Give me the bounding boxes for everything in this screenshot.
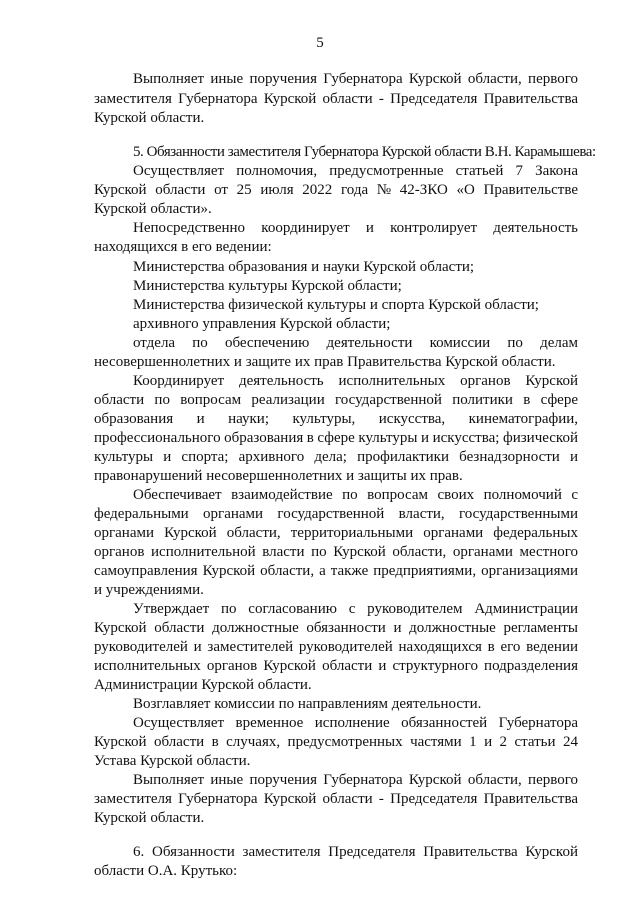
paragraph-line: Координирует деятельность исполнительных органов Курской	[133, 373, 578, 389]
paragraph-line: Администрации Курской области.	[94, 677, 312, 693]
paragraph-line: Курской области.	[94, 110, 205, 126]
list-item: отдела по обеспечению деятельности комиссии по делам	[133, 335, 578, 351]
paragraph-line: самоуправления Курской области, а также предприятиями, организациями	[94, 563, 578, 579]
paragraph-line: органами Курской области, территориальными органами федеральных	[94, 525, 578, 541]
paragraph-line: Курской области должностные обязанности и должностные регламенты	[94, 620, 578, 636]
paragraph-line: органов исполнительной власти по Курской области, органами местного	[94, 544, 578, 560]
paragraph-line: Курской области от 25 июля 2022 года № 42-ЗКО «О Правительстве	[94, 182, 578, 198]
paragraph-line: и учреждениями.	[94, 582, 204, 598]
paragraph-line: заместителя Губернатора Курской области - Председателя Правительства	[94, 791, 578, 807]
list-item: архивного управления Курской области;	[133, 316, 391, 332]
paragraph-line: культуры и спорта; архивного дела; профилактики безнадзорности и	[94, 449, 578, 465]
paragraph-line: Утверждает по согласованию с руководителем Администрации	[133, 601, 578, 617]
paragraph-line: руководителей и заместителей руководителей находящихся в его ведении	[94, 639, 578, 655]
paragraph-line: области по вопросам реализации государственной политики в сфере	[94, 392, 578, 408]
section-heading: 6. Обязанности заместителя Председателя Правительства Курской	[133, 844, 578, 860]
list-item: Министерства культуры Курской области;	[133, 278, 402, 294]
paragraph-line: образования и науки; культуры, искусства, кинематографии,	[94, 411, 578, 427]
paragraph-line: находящихся в его ведении:	[94, 239, 272, 255]
paragraph-line: Обеспечивает взаимодействие по вопросам своих полномочий с	[133, 487, 578, 503]
paragraph-line: Устава Курской области.	[94, 753, 251, 769]
paragraph-line: федеральными органами государственной власти, государственными	[94, 506, 578, 522]
paragraph-line: Непосредственно координирует и контролирует деятельность	[133, 220, 578, 236]
paragraph-line: Курской области.	[94, 810, 205, 826]
paragraph-line: несовершеннолетних и защите их прав Правительства Курской области.	[94, 354, 556, 370]
paragraph-line: Осуществляет полномочия, предусмотренные статьей 7 Закона	[133, 163, 578, 179]
paragraph-line: Осуществляет временное исполнение обязанностей Губернатора	[133, 715, 578, 731]
section-heading: 5. Обязанности заместителя Губернатора Курской области В.Н. Карамышева:	[133, 144, 596, 160]
paragraph-line: Выполняет иные поручения Губернатора Курской области, первого	[133, 772, 578, 788]
paragraph-line: исполнительных органов Курской области и структурного подразделения	[94, 658, 578, 674]
paragraph-line: профессионального образования в сфере культуры и искусства; физической	[94, 430, 578, 446]
section-heading: области О.А. Крутько:	[94, 863, 238, 879]
list-item: Министерства физической культуры и спорта Курской области;	[133, 297, 539, 313]
list-item: Министерства образования и науки Курской области;	[133, 259, 475, 275]
paragraph-line: заместителя Губернатора Курской области - Председателя Правительства	[94, 91, 578, 107]
page-number: 5	[316, 35, 324, 51]
paragraph-line: правонарушений несовершеннолетних и защиты их прав.	[94, 468, 463, 484]
paragraph-line: Возглавляет комиссии по направлениям деятельности.	[133, 696, 482, 712]
paragraph-line: Курской области в случаях, предусмотренных частями 1 и 2 статьи 24	[94, 734, 578, 750]
paragraph-line: Выполняет иные поручения Губернатора Курской области, первого	[133, 71, 578, 87]
paragraph-line: Курской области».	[94, 201, 212, 217]
